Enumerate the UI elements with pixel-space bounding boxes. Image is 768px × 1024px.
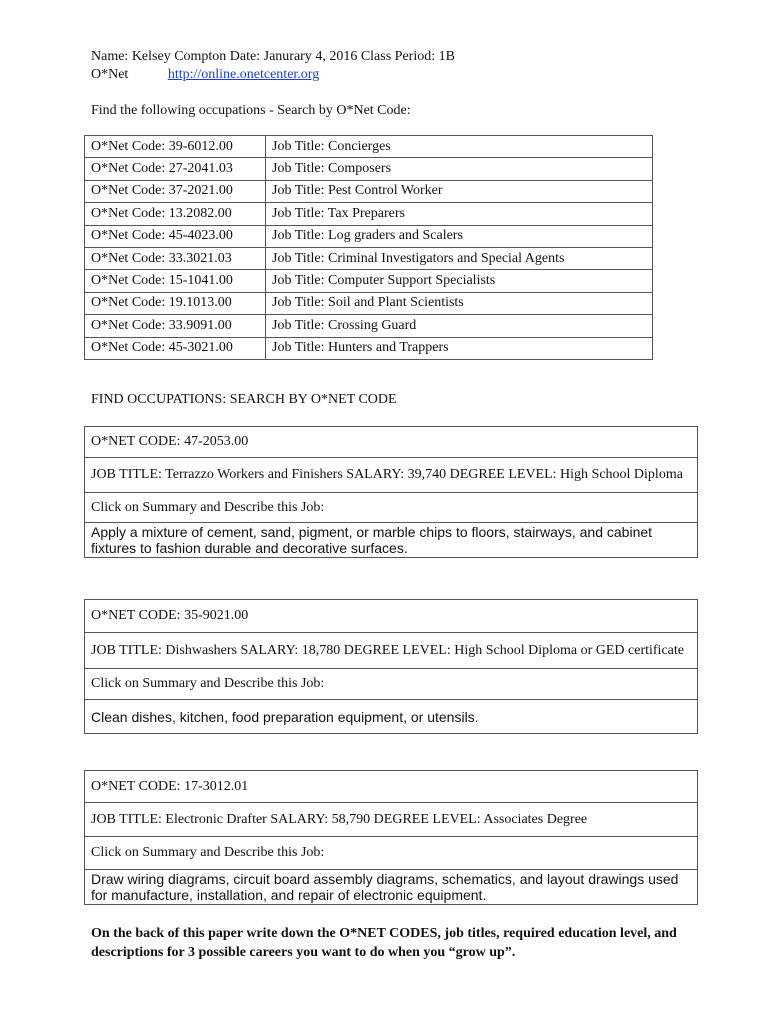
footer-note: On the back of this paper write down the O*NET CODES, job titles, required education level, and descriptions for 3 possible careers you want to do when you “grow up”. <box>91 926 677 960</box>
onet-code-cell: O*Net Code: 45-4023.00 <box>85 225 266 247</box>
code-row <box>85 337 653 359</box>
occupation-code: O*NET CODE: 47-2053.00 <box>85 427 698 458</box>
onet-code-cell: O*Net Code: 27-2041.03 <box>85 158 266 180</box>
job-title-cell: Job Title: Concierges <box>266 136 653 158</box>
job-title-cell: Job Title: Computer Support Specialists <box>266 270 653 292</box>
onet-line <box>91 66 319 83</box>
occupation-description: Draw wiring diagrams, circuit board assembly diagrams, schematics, and layout drawings used for manufacture, installation, and repair of electronic equipment. <box>85 870 698 905</box>
occupation-prompt: Click on Summary and Describe this Job: <box>85 837 698 870</box>
occupation-description: Apply a mixture of cement, sand, pigment, or marble chips to floors, stairways, and cabinet fixtures to fashion durable and decorative surfaces. <box>85 523 698 558</box>
code-row <box>85 203 653 225</box>
onet-code-cell: O*Net Code: 45-3021.00 <box>85 337 266 359</box>
job-title-cell: Job Title: Pest Control Worker <box>266 180 653 202</box>
onet-code-cell: O*Net Code: 37-2021.00 <box>85 180 266 202</box>
occupation-table-3 <box>84 770 698 905</box>
occupation-description: Clean dishes, kitchen, food preparation equipment, or utensils. <box>85 700 698 734</box>
onet-code-cell: O*Net Code: 33.9091.00 <box>85 315 266 337</box>
code-row <box>85 292 653 314</box>
onet-code-cell: O*Net Code: 39-6012.00 <box>85 136 266 158</box>
occupation-code: O*NET CODE: 35-9021.00 <box>85 600 698 633</box>
job-title-cell: Job Title: Crossing Guard <box>266 315 653 337</box>
job-title-cell: Job Title: Hunters and Trappers <box>266 337 653 359</box>
job-title-cell: Job Title: Soil and Plant Scientists <box>266 292 653 314</box>
onet-link[interactable]: http://online.onetcenter.org <box>167 67 320 82</box>
code-row <box>85 270 653 292</box>
job-title-cell: Job Title: Criminal Investigators and Special Agents <box>266 247 653 269</box>
onet-label: O*Net <box>91 67 129 82</box>
instructions: Find the following occupations - Search by O*Net Code: <box>91 103 411 118</box>
occupation-code: O*NET CODE: 17-3012.01 <box>85 771 698 803</box>
code-row <box>85 225 653 247</box>
onet-code-cell: O*Net Code: 19.1013.00 <box>85 292 266 314</box>
job-title-cell: Job Title: Composers <box>266 158 653 180</box>
occupation-job-title: JOB TITLE: Terrazzo Workers and Finishers SALARY: 39,740 DEGREE LEVEL: High School Diploma <box>85 458 698 493</box>
job-title-cell: Job Title: Log graders and Scalers <box>266 225 653 247</box>
section-heading: FIND OCCUPATIONS: SEARCH BY O*NET CODE <box>91 392 397 407</box>
codes-table <box>84 135 653 360</box>
code-row <box>85 247 653 269</box>
onet-code-cell: O*Net Code: 15-1041.00 <box>85 270 266 292</box>
code-row <box>85 136 653 158</box>
code-row <box>85 158 653 180</box>
job-title-cell: Job Title: Tax Preparers <box>266 203 653 225</box>
occupation-table-1 <box>84 426 698 558</box>
name-date-line: Name: Kelsey Compton Date: Janurary 4, 2016 Class Period: 1B <box>91 49 455 64</box>
onet-code-cell: O*Net Code: 13.2082.00 <box>85 203 266 225</box>
code-row <box>85 180 653 202</box>
occupation-table-2 <box>84 599 698 734</box>
occupation-prompt: Click on Summary and Describe this Job: <box>85 669 698 700</box>
code-row <box>85 315 653 337</box>
occupation-job-title: JOB TITLE: Electronic Drafter SALARY: 58,790 DEGREE LEVEL: Associates Degree <box>85 803 698 837</box>
onet-code-cell: O*Net Code: 33.3021.03 <box>85 247 266 269</box>
occupation-prompt: Click on Summary and Describe this Job: <box>85 493 698 523</box>
occupation-job-title: JOB TITLE: Dishwashers SALARY: 18,780 DEGREE LEVEL: High School Diploma or GED certificate <box>85 633 698 669</box>
